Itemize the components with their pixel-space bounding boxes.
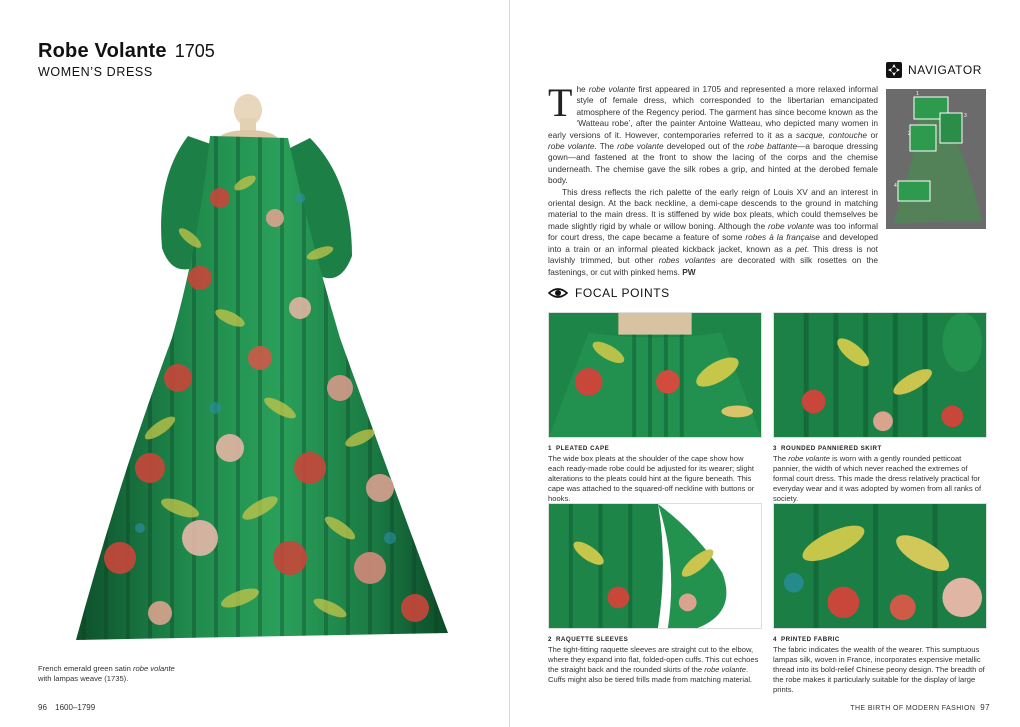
text-run: robe volante — [548, 141, 595, 152]
focal-image-pleated-cape — [548, 312, 762, 438]
focal-point-3 — [773, 312, 987, 504]
text-run: . The — [594, 141, 618, 152]
text-run: . Cuffs might also be tiered frills made from matching material. — [548, 665, 753, 684]
year: 1705 — [174, 41, 215, 61]
page-title: Robe Volante — [38, 40, 167, 62]
focal-num-4: 4 — [773, 636, 777, 643]
title-row — [38, 40, 215, 63]
eye-icon — [548, 287, 568, 299]
photo-caption — [38, 664, 188, 684]
paragraph-1 — [548, 80, 879, 187]
navigator-label: NAVIGATOR — [908, 63, 983, 77]
focal-num-2: 2 — [548, 636, 552, 643]
text-run: first appeared in 1705 and represented a more relaxed informal style of female dress, which corresponded to the libertarian emancipated atmosphere of the Regency period. The garment has since become known as the ‘Watteau robe’, after the painter Antoine Watteau, who depicted many women in early versions of it. However, contemporaries referred to it as a — [548, 84, 878, 140]
text-run: was too informal for court dress, the cape became a feature of some — [548, 220, 878, 243]
focal-text-3 — [773, 454, 987, 504]
focal-title-1 — [548, 445, 762, 452]
text-run: are decorated with silk rosettes on the fastenings, or cut with pinked hems. — [548, 255, 879, 277]
focal-title-4 — [773, 636, 987, 643]
caption-italic: robe volante — [132, 664, 175, 673]
focal-point-4 — [773, 503, 987, 695]
focal-title-2 — [548, 636, 762, 643]
navigator-heading — [886, 62, 982, 78]
focal-text-2 — [548, 645, 762, 685]
text-run: robe volante — [767, 220, 815, 231]
focal-point-1 — [548, 312, 762, 504]
text-run: or — [866, 129, 879, 140]
focal-point-2 — [548, 503, 762, 685]
right-page — [510, 0, 1020, 727]
text-run: and developed into a train or an informal pleated kickback jacket, known as a — [548, 232, 878, 254]
navigator-marker-1: 1 — [916, 91, 919, 97]
page-number-left: 96 — [38, 703, 47, 712]
focal-num-3: 3 — [773, 445, 777, 452]
dress-photo — [60, 88, 460, 648]
focal-title-text-3: ROUNDED PANNIERED SKIRT — [780, 445, 882, 452]
text-run: robe volante — [788, 454, 830, 463]
caption-text-1: French emerald green satin — [38, 664, 133, 673]
text-run: sacque, contouche — [795, 129, 867, 140]
navigator-thumbnail — [886, 89, 986, 229]
folio-right — [850, 703, 990, 712]
focal-title-3 — [773, 445, 987, 452]
text-run: The wide box pleats at the shoulder of the cape show how each ready-made robe could be adjusted for its wearer; slight alterations to the pleats could hint at the figure beneath. This cape was attached to the squared-off neckline with buttons or hooks. — [548, 454, 755, 503]
focal-points-label: FOCAL POINTS — [575, 286, 670, 300]
page-number-right: 97 — [980, 703, 990, 712]
text-run: This dress reflects the rich palette of the early reign of Louis XV and an interest in oriental design. At the back neckline, a demi-cape descends to the ground in matching material to the main dress. It is stiffened by wide box pleats, which could themselves be made slightly rigid by whale or willow boning. Although the — [548, 186, 878, 231]
folio-left — [38, 703, 95, 712]
text-run: . This dress is not lavishly trimmed, but other — [548, 243, 878, 266]
focal-text-4 — [773, 645, 987, 695]
text-run: he — [576, 84, 589, 94]
section-label: 1600–1799 — [55, 703, 96, 712]
text-run: robe volante — [588, 84, 636, 94]
body-text — [548, 80, 879, 278]
text-run: The fabric indicates the wealth of the wearer. This sumptuous lampas silk, woven in France, incorporates expensive metallic thread into its bold-relief Chinese peony design. The breadth of the robe makes it particularly suitable for the display of large prints. — [773, 645, 985, 694]
text-run: robe battante — [747, 141, 798, 152]
paragraph-2 — [548, 187, 878, 278]
text-run: pet — [795, 243, 807, 254]
text-run: robes à la française — [745, 232, 820, 243]
focal-image-raquette-sleeves — [548, 503, 762, 629]
navigator-marker-3: 3 — [964, 113, 967, 119]
text-run: developed out of the — [663, 141, 748, 152]
focal-num-1: 1 — [548, 445, 552, 452]
caption-text-2: with lampas weave (1735). — [38, 674, 129, 683]
text-run: —a baroque dressing gown—and fastened at the front to show the lacing of the corps and the chemise underneath. The chemise gave the silk robes a grip, and hinted at the derobed female body. — [548, 141, 878, 186]
focal-title-text-2: RAQUETTE SLEEVES — [555, 636, 629, 643]
text-run: The — [773, 454, 789, 463]
navigator-marker-2: 2 — [908, 131, 911, 137]
drop-cap: T — [548, 80, 573, 125]
focal-points-heading — [548, 286, 670, 300]
focal-title-text-1: PLEATED CAPE — [555, 445, 610, 452]
text-run: is worn with a gently rounded petticoat pannier, the width of which never reached the extremes of formal court dress. This made the dress relatively practical for everyday wear and it was adopted by women from all ranks of society. — [773, 454, 982, 503]
focal-text-1 — [548, 454, 762, 504]
focal-title-text-4: PRINTED FABRIC — [780, 636, 840, 643]
text-run: PW — [682, 266, 696, 277]
navigator-icon — [886, 62, 902, 78]
text-run: robes volantes — [658, 255, 716, 266]
navigator-marker-4: 4 — [894, 183, 897, 189]
focal-image-panniered-skirt — [773, 312, 987, 438]
text-run: The tight-fitting raquette sleeves are straight cut to the elbow, where they expand into flat, folded-open cuffs. This cut echoes the straight back and the rounded skirts of the — [548, 645, 759, 674]
focal-image-printed-fabric — [773, 503, 987, 629]
subtitle: WOMEN’S DRESS — [38, 65, 153, 79]
text-run: robe volante — [704, 665, 746, 674]
running-head: THE BIRTH OF MODERN FASHION — [850, 705, 976, 712]
text-run: robe volante — [617, 141, 664, 152]
